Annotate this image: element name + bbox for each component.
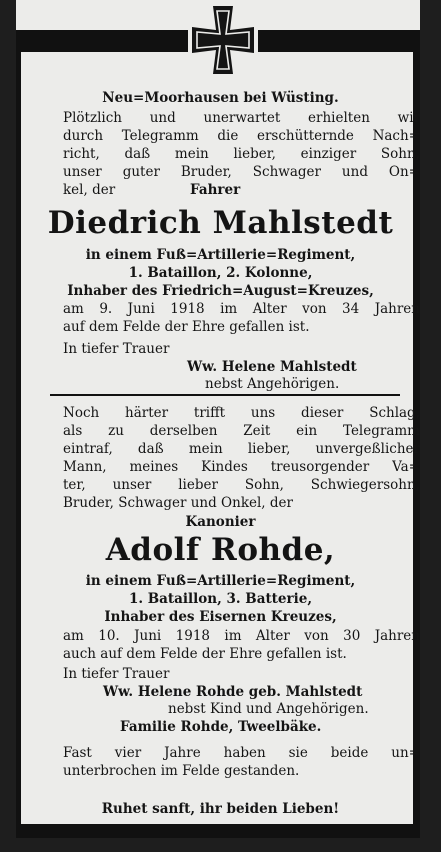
divider-rule	[50, 394, 400, 396]
notice1-unit: in einem Fuß=Artillerie=Regiment,	[85, 247, 356, 263]
notice1-intro-line: kel, der	[63, 182, 116, 198]
notice2-subunit: 1. Bataillon, 3. Batterie,	[128, 591, 313, 607]
notice2-award: Inhaber des Eisernen Kreuzes,	[104, 609, 337, 625]
notice1-intro-line: Plötzlich und unerwartet erhielten wir	[63, 110, 420, 126]
notice2-intro-line: ter, unser lieber Sohn, Schwiegersohn,	[63, 477, 420, 493]
bottom-border	[16, 824, 420, 838]
notice1-intro-line: unser guter Bruder, Schwager und On=	[63, 164, 420, 180]
notice1-award: Inhaber des Friedrich=August=Kreuzes,	[67, 283, 374, 299]
notice1-rank: Fahrer	[190, 182, 241, 198]
top-border-left	[16, 30, 188, 52]
iron-cross-icon	[186, 2, 260, 78]
notice2-family: Familie Rohde, Tweelbäke.	[120, 719, 322, 735]
notice2-signatory: Ww. Helene Rohde geb. Mahlstedt	[103, 684, 363, 700]
notice1-death-line: am 9. Juni 1918 im Alter von 34 Jahren	[63, 301, 420, 317]
heading: Neu=Moorhausen bei Wüsting.	[102, 90, 339, 106]
notice2-intro-line: Noch härter trifft uns dieser Schlag,	[63, 405, 420, 421]
closing-line: Fast vier Jahre haben sie beide un=	[63, 745, 420, 761]
notice1-intro-line: durch Telegramm die erschütternde Nach=	[63, 128, 420, 144]
notice2-death-line: am 10. Juni 1918 im Alter von 30 Jahren	[63, 628, 420, 644]
top-border-right	[258, 30, 420, 52]
notice1-name: Diedrich Mahlstedt	[47, 205, 394, 241]
notice2-intro-line: eintraf, daß mein lieber, unvergeßlicher	[63, 441, 420, 457]
notice2-intro-line: als zu derselben Zeit ein Telegramm	[63, 423, 420, 439]
farewell: Ruhet sanft, ihr beiden Lieben!	[101, 801, 340, 817]
notice2-intro-line: Bruder, Schwager und Onkel, der	[63, 495, 293, 511]
notice2-relatives: nebst Kind und Angehörigen.	[168, 701, 369, 717]
notice2-rank: Kanonier	[185, 514, 256, 530]
notice2-intro-line: Mann, meines Kindes treusorgender Va=	[63, 459, 420, 475]
notice1-mourning: In tiefer Trauer	[63, 341, 170, 357]
notice2-death-line: auch auf dem Felde der Ehre gefallen ist.	[63, 646, 347, 662]
notice1-subunit: 1. Bataillon, 2. Kolonne,	[128, 265, 313, 281]
notice1-signatory: Ww. Helene Mahlstedt	[187, 359, 357, 375]
closing-line: unterbrochen im Felde gestanden.	[63, 763, 300, 779]
notice2-name: Adolf Rohde,	[105, 532, 336, 568]
notice2-mourning: In tiefer Trauer	[63, 666, 170, 682]
notice2-unit: in einem Fuß=Artillerie=Regiment,	[85, 573, 356, 589]
notice1-intro-line: richt, daß mein lieber, einziger Sohn,	[63, 146, 420, 162]
notice1-relatives: nebst Angehörigen.	[205, 376, 340, 392]
notice1-death-line: auf dem Felde der Ehre gefallen ist.	[63, 319, 310, 335]
